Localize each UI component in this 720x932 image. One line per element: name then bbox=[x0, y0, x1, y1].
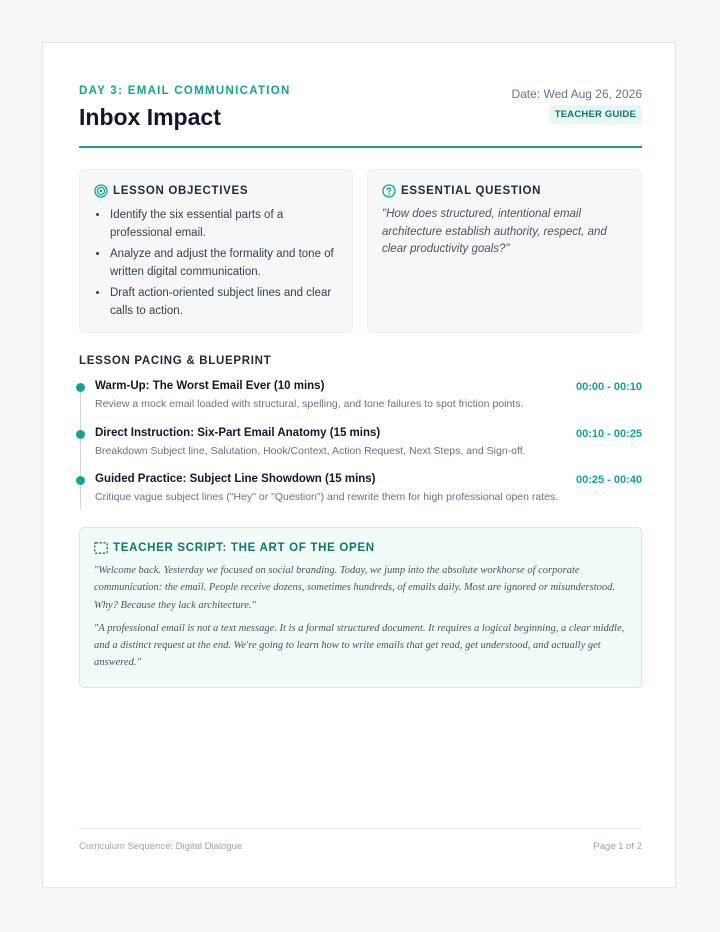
curriculum-sequence: Curriculum Sequence: Digital Dialogue bbox=[79, 841, 243, 852]
script-paragraph: "Welcome back. Yesterday we focused on social branding. Today, we jump into the absolute workhorse of corporate communication: the email. People receive dozens, sometimes hundreds, of emails daily. Most are ignored or misunderstood. Why? Because they lack architecture." bbox=[94, 565, 616, 611]
target-icon bbox=[94, 184, 108, 198]
timeline-item-time: 00:10 - 00:25 bbox=[575, 428, 642, 440]
objective-item: • Draft action-oriented subject lines and clear calls to action. bbox=[109, 285, 338, 320]
timeline-dot bbox=[76, 430, 85, 439]
essential-question-card bbox=[367, 169, 642, 333]
timeline-item-time: 00:25 - 00:40 bbox=[575, 474, 642, 486]
essential-question-text: "How does structured, intentional email architecture establish authority, respect, and clear productivity goals?" bbox=[382, 208, 607, 255]
timeline-dot bbox=[76, 383, 85, 392]
objective-item: • Analyze and adjust the formality and tone of written digital communication. bbox=[109, 246, 338, 281]
objectives-card bbox=[79, 169, 353, 333]
lesson-page bbox=[42, 42, 676, 888]
teacher-script-heading: TEACHER SCRIPT: THE ART OF THE OPEN bbox=[113, 542, 375, 554]
essential-question-heading: ESSENTIAL QUESTION bbox=[401, 185, 542, 197]
timeline-dot bbox=[76, 476, 85, 485]
pacing-timeline bbox=[79, 379, 642, 509]
page-title: Inbox Impact bbox=[79, 104, 221, 130]
header-divider bbox=[79, 146, 642, 148]
question-circle-icon bbox=[382, 184, 396, 198]
timeline-item-time: 00:00 - 00:10 bbox=[575, 381, 642, 393]
teacher-guide-badge: TEACHER GUIDE bbox=[549, 105, 642, 124]
timeline-item bbox=[79, 379, 642, 419]
pacing-heading: LESSON PACING & BLUEPRINT bbox=[79, 355, 272, 367]
footer-divider bbox=[79, 828, 642, 829]
page-number: Page 1 of 2 bbox=[593, 841, 642, 852]
script-paragraph: "A professional email is not a text message. It is a formal structured document. It requires a logical beginning, a clear middle, and a distinct request at the end. We're going to learn how to write emails that get read, get understood, and actually get answered." bbox=[94, 622, 625, 669]
timeline-item-desc: Critique vague subject lines ("Hey" or "Question") and rewrite them for high professional open rates. bbox=[95, 491, 559, 503]
teacher-script-box bbox=[79, 527, 642, 688]
timeline-item-desc: Breakdown Subject line, Salutation, Hook/Context, Action Request, Next Steps, and Sign-off. bbox=[95, 445, 526, 457]
essential-question-heading-row bbox=[382, 184, 627, 198]
dashed-frame-icon bbox=[94, 542, 108, 554]
objective-item: • Identify the six essential parts of a professional email. bbox=[109, 207, 338, 242]
lesson-date: Date: Wed Aug 26, 2026 bbox=[511, 87, 642, 101]
objectives-heading: LESSON OBJECTIVES bbox=[113, 185, 249, 197]
objectives-list bbox=[94, 207, 338, 320]
day-eyebrow: DAY 3: EMAIL COMMUNICATION bbox=[79, 85, 291, 97]
timeline-item-title: Guided Practice: Subject Line Showdown (15 mins) bbox=[95, 473, 376, 485]
timeline-item bbox=[79, 426, 642, 466]
timeline-item bbox=[79, 472, 642, 512]
timeline-item-title: Direct Instruction: Six-Part Email Anatomy (15 mins) bbox=[95, 427, 381, 439]
objectives-heading-row bbox=[94, 184, 338, 198]
teacher-script-heading-row bbox=[94, 542, 627, 554]
timeline-item-desc: Review a mock email loaded with structural, spelling, and tone failures to spot friction points. bbox=[95, 398, 524, 410]
timeline-item-title: Warm-Up: The Worst Email Ever (10 mins) bbox=[95, 380, 325, 392]
